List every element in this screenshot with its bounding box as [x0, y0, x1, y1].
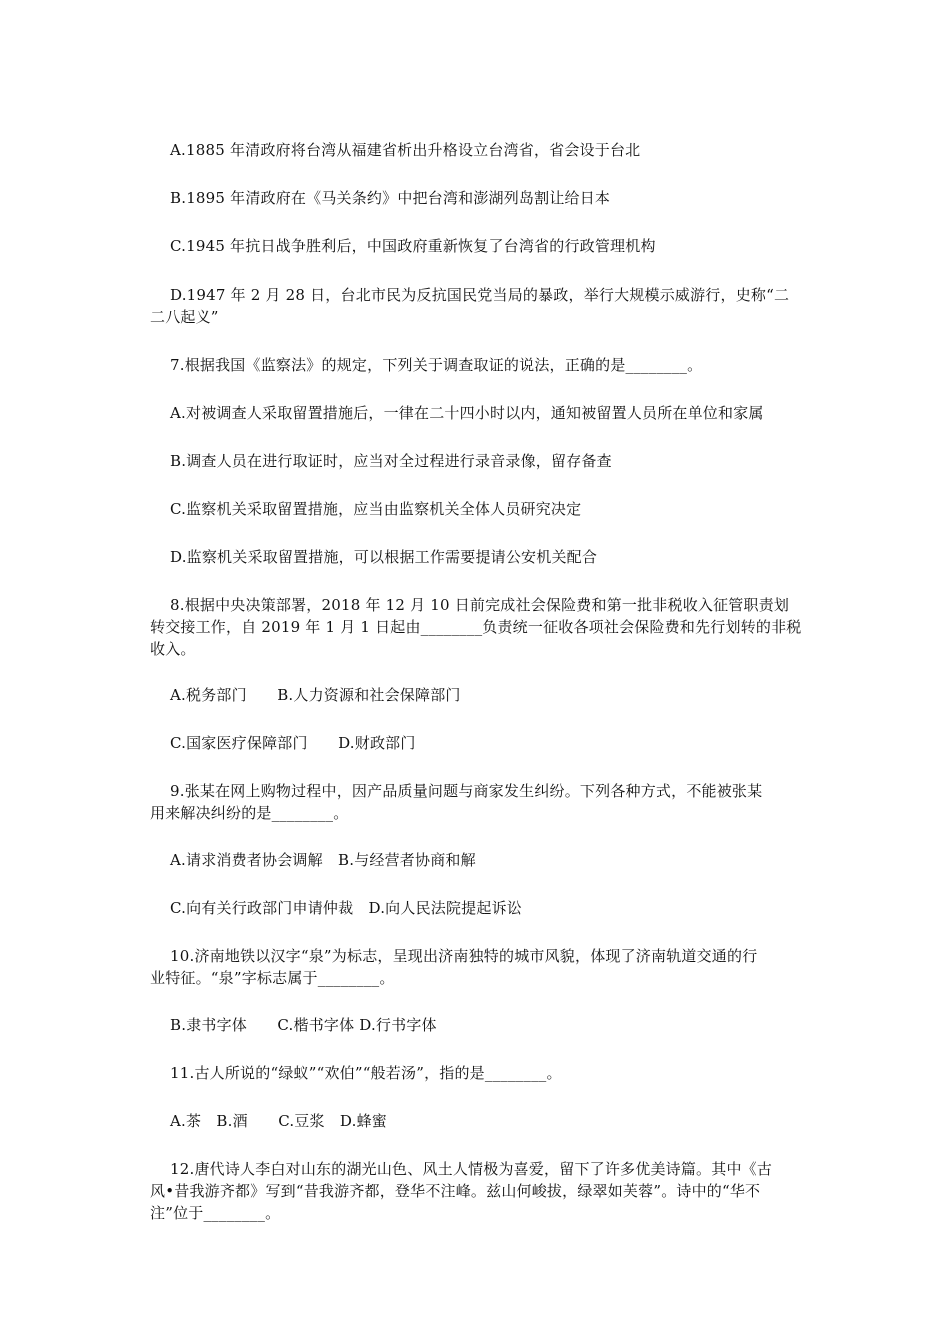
options-q10: B.隶书字体 C.楷书字体 D.行书字体 [170, 1016, 437, 1034]
option-d-q7: D.监察机关采取留置措施，可以根据工作需要提请公安机关配合 [170, 548, 598, 566]
option-b-q7: B.调查人员在进行取证时，应当对全过程进行录音录像，留存备查 [170, 452, 612, 470]
option-c-q7: C.监察机关采取留置措施，应当由监察机关全体人员研究决定 [170, 500, 582, 518]
option-d-q6: D.1947 年 2 月 28 日，台北市民为反抗国民党当局的暴政，举行大规模示威游行，史称“二 [170, 286, 790, 304]
option-a-q6: A.1885 年清政府将台湾从福建省析出升格设立台湾省，省会设于台北 [170, 141, 641, 159]
option-b-q6: B.1895 年清政府在《马关条约》中把台湾和澎湖列岛割让给日本 [170, 189, 611, 207]
question-8: 8.根据中央决策部署，2018 年 12 月 10 日前完成社会保险费和第一批非税收入征管职责划 [170, 596, 790, 614]
question-9: 9.张某在网上购物过程中，因产品质量问题与商家发生纠纷。下列各种方式，不能被张某 [170, 782, 763, 800]
question-12-line-2: 风•昔我游齐都》写到“昔我游齐都，登华不注峰。兹山何峻拔，绿翠如芙蓉”。诗中的“华不 [150, 1182, 761, 1200]
question-8-line-3: 收入。 [150, 640, 196, 658]
option-c-q6: C.1945 年抗日战争胜利后，中国政府重新恢复了台湾省的行政管理机构 [170, 237, 656, 255]
options-q11: A.茶 B.酒 C.豆浆 D.蜂蜜 [170, 1112, 387, 1130]
question-12: 12.唐代诗人李白对山东的湖光山色、风土人情极为喜爱，留下了许多优美诗篇。其中《古 [170, 1160, 773, 1178]
option-d-q6-cont: 二八起义” [150, 308, 219, 326]
options-cd-q8: C.国家医疗保障部门 D.财政部门 [170, 734, 416, 752]
options-ab-q8: A.税务部门 B.人力资源和社会保障部门 [170, 686, 461, 704]
options-ab-q9: A.请求消费者协会调解 B.与经营者协商和解 [170, 851, 476, 869]
question-9-line-2: 用来解决纠纷的是________。 [150, 804, 349, 822]
options-cd-q9: C.向有关行政部门申请仲裁 D.向人民法院提起诉讼 [170, 899, 522, 917]
question-10-line-2: 业特征。“泉”字标志属于________。 [150, 969, 395, 987]
question-7: 7.根据我国《监察法》的规定，下列关于调查取证的说法，正确的是________。 [170, 356, 703, 374]
option-a-q7: A.对被调查人采取留置措施后，一律在二十四小时以内，通知被留置人员所在单位和家属 [170, 404, 764, 422]
question-8-line-2: 转交接工作，自 2019 年 1 月 1 日起由________负责统一征收各项社会保险费和先行划转的非税 [150, 618, 802, 636]
question-12-line-3: 注”位于________。 [150, 1204, 281, 1222]
question-10: 10.济南地铁以汉字“泉”为标志，呈现出济南独特的城市风貌，体现了济南轨道交通的行 [170, 947, 758, 965]
question-11: 11.古人所说的“绿蚁”“欢伯”“般若汤”，指的是________。 [170, 1064, 562, 1082]
